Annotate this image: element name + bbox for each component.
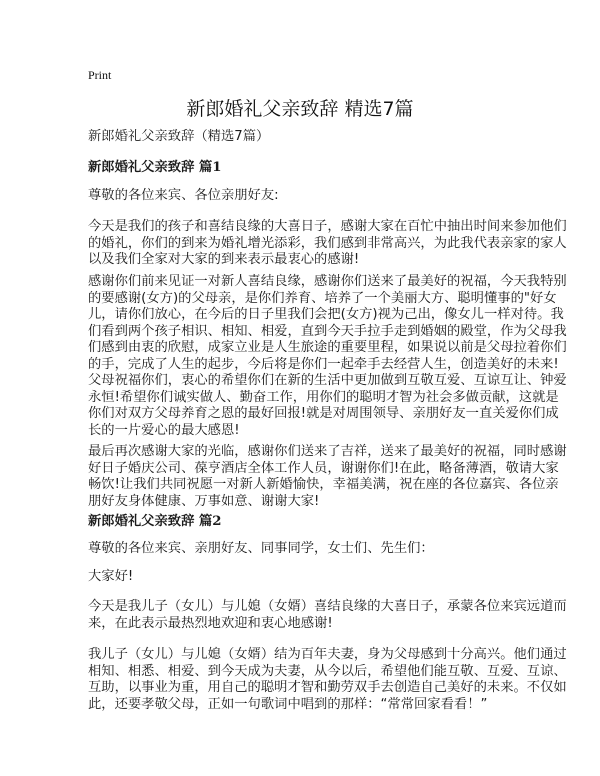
greeting: 尊敬的各位来宾、亲朋好友、同事同学，女士们、先生们：: [88, 541, 434, 556]
subtitle: 新郎婚礼父亲致辞（精选7篇）: [88, 129, 270, 144]
text-line: 以及我们全家对大家的到来表示最衷心的感谢!: [88, 252, 360, 267]
print-link[interactable]: Print: [88, 68, 112, 82]
text-line: 相知、相悉、相爱、到今天成为夫妻，从今以后，希望他们能互敬、互爱、互谅、: [88, 663, 567, 679]
text-line: 的婚礼，你们的到来为婚礼增光添彩，我们感到非常高兴，为此我代表亲家的家人: [88, 235, 567, 251]
text-line: 永恒!希望你们诚实做人、勤奋工作，用你们的聪明才智为社会多做贡献，这就是: [88, 389, 559, 405]
text-line: 好日子婚庆公司、葆亨酒店全体工作人员，谢谢你们!在此，略备薄酒，敬请大家: [88, 460, 559, 476]
text-line: 朋好友身体健康、万事如意、谢谢大家!: [88, 493, 320, 509]
paragraph: [88, 599, 567, 632]
paragraph: [88, 274, 567, 439]
text-line: 今天是我们的孩子和喜结良缘的大喜日子，感谢大家在百忙中抽出时间来参加他们: [88, 219, 567, 234]
paragraph: [88, 219, 567, 269]
text-line: 我儿子（女儿）与儿媳（女婿）结为百年夫妻，身为父母感到十分高兴。他们通过: [88, 647, 567, 662]
text-line: 最后再次感谢大家的光临，感谢你们送来了吉祥，送来了最美好的祝福，同时感谢: [88, 444, 567, 459]
paragraph: [88, 444, 567, 510]
text-line: 来，在此表示最热烈地欢迎和衷心地感谢!: [88, 615, 333, 631]
text-line: 长的一片爱心的最大感恩!: [88, 422, 240, 438]
page-title: 新郎婚礼父亲致辞 精选7篇: [186, 98, 414, 120]
paragraph: [88, 647, 567, 713]
text-line: 儿，请你们放心，在今后的日子里我们会把(女方)视为己出，像女儿一样对待。我: [88, 307, 564, 322]
section-heading: 新郎婚礼父亲致辞 篇2: [88, 514, 222, 529]
text-line: 们感到由衷的欣慰，成家立业是人生旅途的重要里程，如果说以前是父母拉着你们: [88, 340, 567, 355]
text-line: 感谢你们前来见证一对新人喜结良缘，感谢你们送来了最美好的祝福，今天我特别: [88, 274, 567, 289]
text-line: 互助，以事业为重，用自己的聪明才智和勤劳双手去创造自己美好的未来。不仅如: [88, 680, 567, 695]
text-line: 父母祝福你们，衷心的希望你们在新的生活中更加做到互敬互爱、互谅互让、钟爱: [88, 373, 567, 388]
greeting: 尊敬的各位来宾、各位亲朋好友:: [88, 188, 279, 203]
paragraph: 大家好!: [88, 569, 134, 584]
text-line: 的要感谢(女方)的父母亲，是你们养育、培养了一个美丽大方、聪明懂事的"好女: [88, 290, 557, 306]
text-line: 的手，完成了人生的起步，今后将是你们一起牵手去经营人生，创造美好的未来!: [88, 356, 559, 372]
text-line: 此，还要孝敬父母，正如一句歌词中唱到的那样：“常常回家看看！”: [88, 696, 488, 712]
text-line: 你们对双方父母养育之恩的最好回报!就是对周围领导、亲朋好友一直关爱你们成: [88, 406, 559, 421]
text-line: 畅饮!让我们共同祝愿一对新人新婚愉快，幸福美满，祝在座的各位嘉宾、各位亲: [88, 477, 559, 492]
text-line: 今天是我儿子（女儿）与儿媳（女婿）喜结良缘的大喜日子，承蒙各位来宾远道而: [88, 599, 567, 614]
text-line: 们看到两个孩子相识、相知、相爱，直到今天手拉手走到婚姻的殿堂，作为父母我: [88, 323, 567, 339]
section-heading: 新郎婚礼父亲致辞 篇1: [88, 160, 222, 175]
